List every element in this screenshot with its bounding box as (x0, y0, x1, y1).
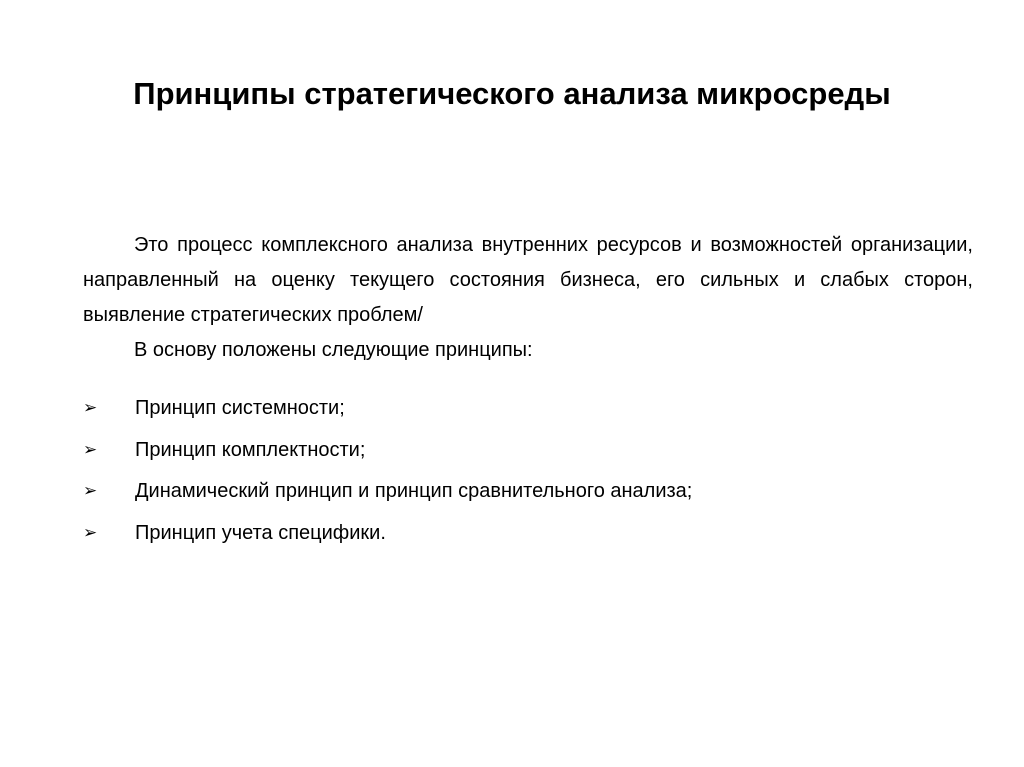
list-item (83, 395, 973, 437)
arrow-bullet-icon: ➢ (83, 398, 98, 418)
principles-intro: В основу положены следующие принципы: (134, 339, 533, 361)
principles-list (83, 395, 973, 561)
list-item-text: Принцип учета специфики. (135, 521, 386, 544)
list-item (83, 520, 973, 562)
definition-paragraph: Это процесс комплексного анализа внутренних ресурсов и возможностей организации, направленный на оценку текущего состояния бизнеса, его сильных и слабых сторон, выявление стратегических проблем/ (83, 234, 973, 326)
list-item (83, 478, 973, 520)
slide-title: Принципы стратегического анализа микросреды (133, 76, 891, 111)
list-item-text: Принцип системности; (135, 397, 345, 419)
list-item-text: Динамический принцип и принцип сравнительного анализа; (135, 480, 693, 502)
arrow-bullet-icon: ➢ (83, 439, 98, 460)
body-text (83, 228, 973, 368)
arrow-bullet-icon: ➢ (83, 481, 98, 501)
arrow-bullet-icon: ➢ (83, 522, 98, 543)
list-item-text: Принцип комплектности; (135, 438, 366, 461)
list-item (83, 437, 973, 479)
